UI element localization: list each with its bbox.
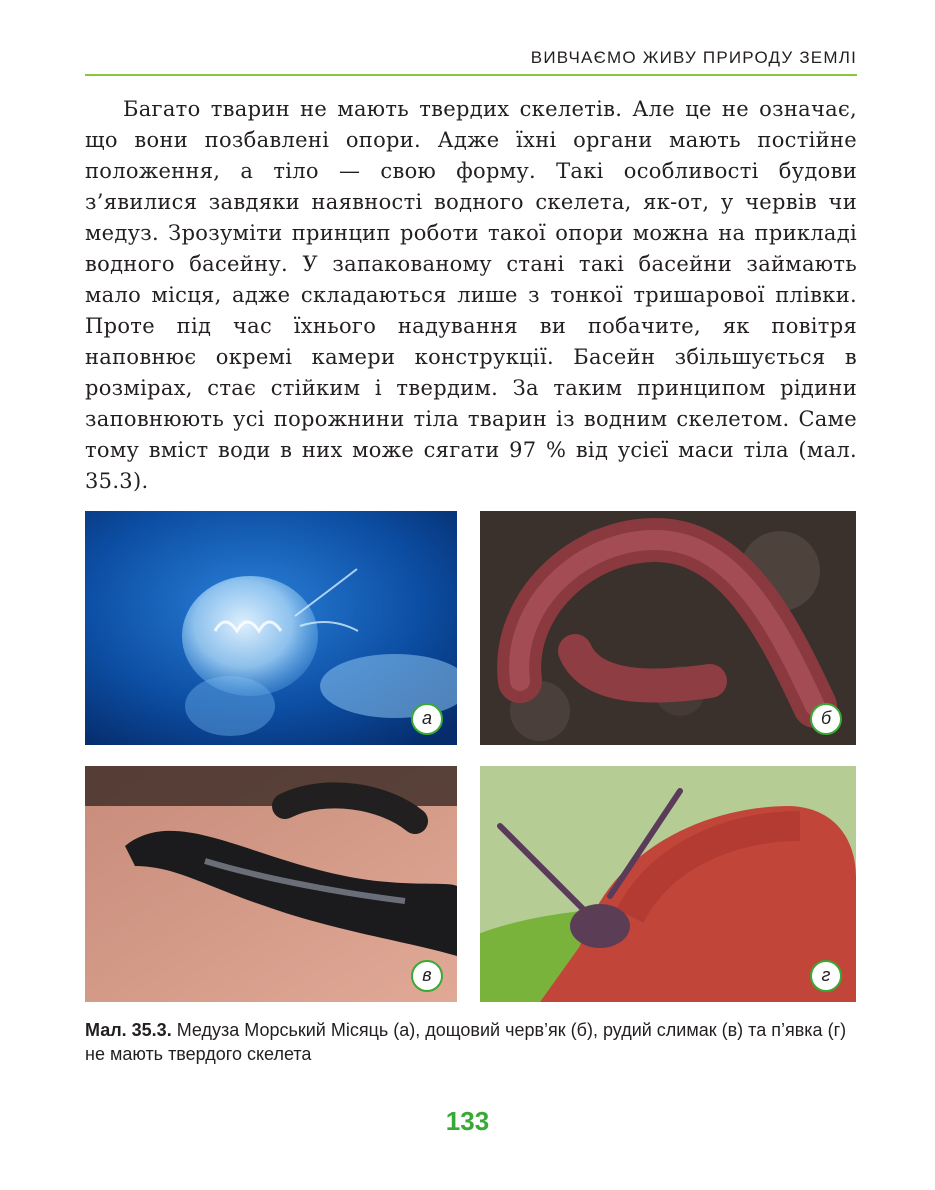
photo-label-a: а xyxy=(411,703,443,735)
photo-slug xyxy=(480,766,856,1002)
figure-caption-label: Мал. 35.3. xyxy=(85,1020,172,1040)
slug-image xyxy=(480,766,856,1002)
body-paragraph: Багато тварин не мають твердих скелетів. Але це не означає, що вони позбавлені опори. Адже їхні органи мають постійне положення, а тіло — свою форму. Такі особливості будови з’явилися завдяки наявності водного скелета, як-от, у червів чи медуз. Зрозуміти принцип роботи такої опори можна на прикладі водного басейну. У запакованому стані такі басейни займають мало місця, адже складаються лише з тонкої тришарової плівки. Проте під час їхнього надування ви побачите, як повітря наповнює окремі камери конструкції. Басейн збільшується в розмірах, стає стійким і твердим. За таким принципом рідини заповнюють усі порожнини тіла тварин із водним скелетом. Саме тому вміст води в них може сягати 97 % від усієї маси тіла (мал. 35.3). xyxy=(85,97,857,493)
figure-caption-text: Медуза Морський Місяць (а), дощовий черв’як (б), рудий слимак (в) та п’явка (г) не мають твердого скелета xyxy=(85,1020,847,1064)
photo-label-b: б xyxy=(810,703,842,735)
running-header xyxy=(85,40,857,76)
photo-label-d: г xyxy=(810,960,842,992)
figure-caption xyxy=(85,1018,857,1066)
photo-label-c: в xyxy=(411,960,443,992)
jellyfish-image xyxy=(85,511,457,745)
photo-jellyfish xyxy=(85,511,457,745)
running-header-title: ВИВЧАЄМО ЖИВУ ПРИРОДУ ЗЕМЛІ xyxy=(530,48,857,67)
earthworm-image xyxy=(480,511,856,745)
leech-image xyxy=(85,766,457,1002)
page-number: 133 xyxy=(445,1106,490,1136)
photo-leech xyxy=(85,766,457,1002)
photo-earthworm xyxy=(480,511,856,745)
